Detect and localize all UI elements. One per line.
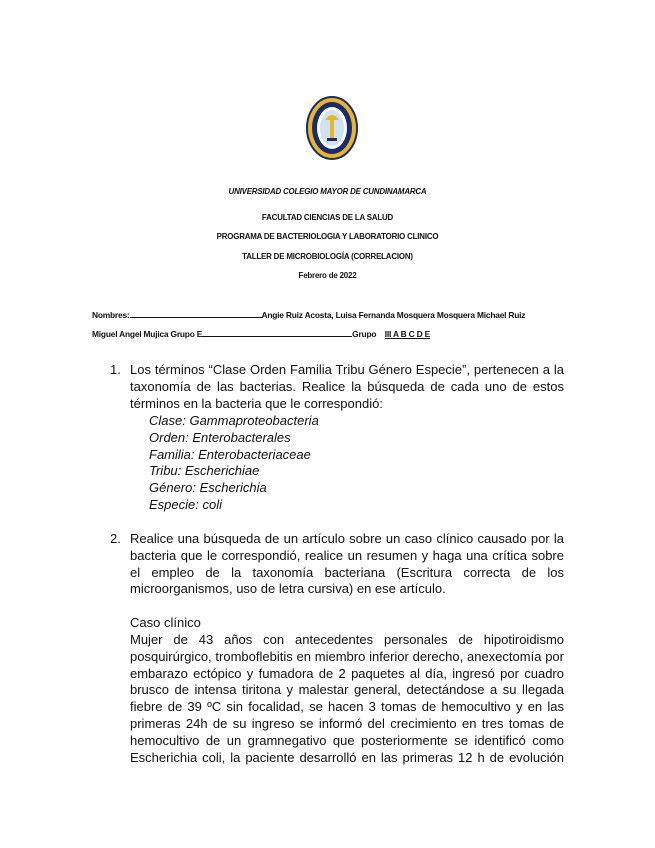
case-title: Caso clínico xyxy=(130,615,201,630)
names-value-2: Miguel Angel Mujica Grupo E xyxy=(92,329,203,339)
names-line-2 xyxy=(92,328,564,339)
university-crest-logo xyxy=(306,96,358,160)
case-text: Mujer de 43 años con antecedentes personales de hipotiroidismo posquirúrgico, tromboflebitis en miembro inferior derecho, anexectomía por embarazo ectópico y fumadora de 2 paquetes al día, ingresó por cuadro brusco de intensa tiritona y malestar general, detectándose a su llegada fiebre de 39 ºC sin focalidad, se hacen 3 tomas de hemocultivo y en las primeras 24h de su ingreso se informó del crecimiento en tres tomas de hemocultivo de un gramnegativo que posteriormente se identificó como Escherichia coli, la paciente desarrolló en las primeras 12 h de evolución xyxy=(130,632,564,765)
names-line-1 xyxy=(92,309,564,320)
group-value: III A B C D E xyxy=(384,329,430,339)
taxonomy-clase: Clase: Gammaproteobacteria xyxy=(149,413,319,428)
taxonomy-orden: Orden: Enterobacterales xyxy=(149,429,291,445)
taxonomy-tribu: Tribu: Escherichiae xyxy=(149,463,260,479)
question-2-number: 2. xyxy=(110,531,121,546)
names-underline xyxy=(130,309,262,318)
faculty-name: FACULTAD CIENCIAS DE LA SALUD xyxy=(261,212,394,222)
question-1-text: Los términos “Clase Orden Familia Tribu Género Especie”, pertenecen a la taxonomía de las bacterias. Realice la búsqueda de cada uno de estos términos en la bacteria que le correspondió: xyxy=(130,362,564,411)
group-label: Grupo xyxy=(352,329,377,339)
document-date: Febrero de 2022 xyxy=(298,270,357,280)
question-2-text: Realice una búsqueda de un artículo sobre un caso clínico causado por la bacteria que le correspondió, realice un resumen y haga una crítica sobre el empleo de la taxonomía bacteriana (Escritura correcta de los microorganismos, uso de letra cursiva) en ese artículo. xyxy=(130,531,564,597)
names-value-1: Angie Ruiz Acosta, Luisa Fernanda Mosquera Mosquera Michael Ruiz xyxy=(261,310,526,320)
question-1-number: 1. xyxy=(110,362,121,377)
program-name: PROGRAMA DE BACTERIOLOGIA Y LABORATORIO CLINICO xyxy=(216,231,439,241)
group-underline xyxy=(202,328,352,337)
taxonomy-familia: Familia: Enterobacteriaceae xyxy=(149,446,311,462)
university-name: UNIVERSIDAD COLEGIO MAYOR DE CUNDINAMARCA xyxy=(228,186,427,196)
names-label: Nombres: xyxy=(92,310,130,320)
taxonomy-list xyxy=(149,413,319,514)
taxonomy-genero: Género: Escherichia xyxy=(149,480,267,496)
taxonomy-especie: Especie: coli xyxy=(149,496,222,512)
workshop-title: TALLER DE MICROBIOLOGÍA (CORRELACION) xyxy=(242,251,413,261)
